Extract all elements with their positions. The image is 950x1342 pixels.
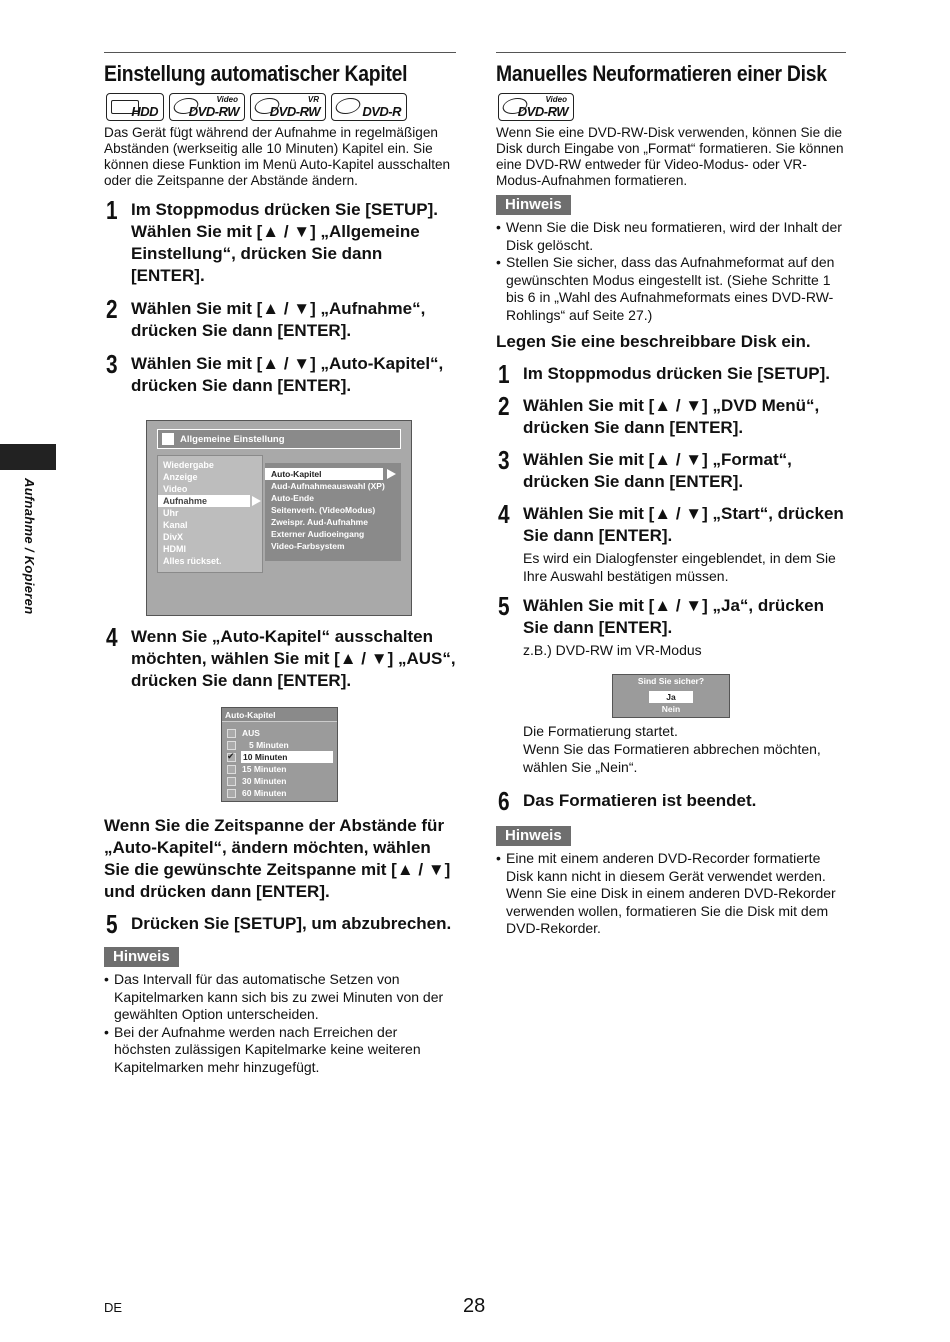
menu-title-bar: Allgemeine Einstellung [157, 429, 401, 449]
right-notes-list-2 [496, 850, 846, 938]
page-number: 28 [463, 1295, 486, 1317]
insert-disc-instruction: Legen Sie eine beschreibbare Disk ein. [496, 331, 811, 351]
left-column-bottom [104, 815, 456, 1077]
format-start-text: Die Formatierung startet. [523, 723, 678, 739]
menu-item[interactable]: Anzeige [163, 472, 198, 482]
left-step-3: 3 Wählen Sie mit [▲ / ▼] „Auto-Kapitel“, drücken Sie dann [ENTER]. [106, 349, 444, 395]
right-section-title: Manuelles Neuformatieren einer Disk [496, 61, 827, 86]
menu-item-selected[interactable]: Aufnahme [158, 495, 250, 507]
submenu-item[interactable]: Auto-Ende [271, 493, 314, 503]
left-hinweis-label: Hinweis [104, 947, 179, 967]
menu-item[interactable]: Video [163, 484, 188, 494]
left-title-rule [104, 52, 456, 53]
auto-chapter-option[interactable]: 60 Minuten [222, 787, 337, 799]
right-column [496, 52, 846, 659]
right-intro: Wenn Sie eine DVD-RW-Disk verwenden, können Sie die Disk durch Eingabe von „Format“ formatieren. Sie können eine DVD-RW entweder für Video-Modus- oder VR-Modus-Aufnahmen formatieren. [496, 125, 844, 188]
hdd-badge-icon: HDD [106, 93, 164, 121]
submenu-item[interactable]: Seitenverh. (VideoModus) [271, 505, 376, 515]
confirm-dialog-title: Sind Sie sicher? [637, 676, 705, 686]
menu-item[interactable]: Wiedergabe [163, 460, 214, 470]
submenu-item[interactable]: Aud-Aufnahmeauswahl (XP) [271, 481, 385, 491]
auto-chapter-menu-screenshot [221, 707, 338, 802]
interval-instructions: Wenn Sie die Zeitspanne der Abstände für „Auto-Kapitel“, ändern möchten, wählen Sie die gewünschte Zeitspanne mit [▲ / ▼] und drücken dann [ENTER]. [104, 816, 451, 901]
disc-type-badges [106, 93, 456, 121]
submenu-item[interactable]: Externer Audioeingang [271, 529, 365, 539]
submenu-item[interactable]: Zweispr. Aud-Aufnahme [271, 517, 368, 527]
left-column-lower [104, 622, 456, 692]
checkbox-icon [227, 741, 236, 750]
right-step-1: 1 Im Stoppmodus drücken Sie [SETUP]. [498, 358, 830, 389]
auto-chapter-option[interactable]: 30 Minuten [222, 775, 337, 787]
menu-category-list [157, 455, 263, 573]
menu-item[interactable]: Alles rückset. [163, 556, 222, 566]
section-tab-marker [0, 444, 56, 470]
right-step-2: 2 Wählen Sie mit [▲ / ▼] „DVD Menü“, drücken Sie dann [ENTER]. [498, 390, 820, 437]
settings-icon [162, 433, 174, 445]
menu-item[interactable]: Kanal [163, 520, 188, 530]
checked-checkbox-icon [227, 753, 236, 762]
submenu-item-selected[interactable]: Auto-Kapitel [265, 468, 383, 480]
confirm-yes-option[interactable]: Ja [649, 691, 693, 703]
right-hinweis-label-1: Hinweis [496, 195, 571, 215]
menu-item[interactable]: DivX [163, 532, 184, 542]
left-column [104, 52, 456, 397]
left-step-2: 2 Wählen Sie mit [▲ / ▼] „Aufnahme“, drücken Sie dann [ENTER]. [106, 294, 426, 340]
auto-chapter-title: Auto-Kapitel [222, 708, 337, 722]
right-step-4: 4 Wählen Sie mit [▲ / ▼] „Start“, drücken Sie dann [ENTER]. Es wird ein Dialogfenster eingeblendet, in dem Sie Ihre Auswahl bestätigen müssen. [498, 498, 844, 584]
checkbox-icon [227, 765, 236, 774]
right-disc-badges [498, 93, 846, 121]
dvd-rw-vr-badge-icon: VR DVD-RW [250, 93, 326, 121]
note-item: • Wenn Sie die Disk neu formatieren, wird der Inhalt der Disk gelöscht. [496, 219, 846, 254]
left-step-5: 5 Drücken Sie [SETUP], um abzubrechen. [106, 909, 452, 939]
dvd-rw-video-badge-icon: Video DVD-RW [169, 93, 245, 121]
footer-language: DE [104, 1300, 123, 1315]
menu-submenu-list [265, 463, 401, 561]
right-title-rule [496, 52, 846, 53]
dvd-r-badge-icon: DVD-R [331, 93, 407, 121]
right-step-5: 5 Wählen Sie mit [▲ / ▼] „Ja“, drücken Sie dann [ENTER]. z.B.) DVD-RW im VR-Modus [498, 590, 824, 658]
menu-item[interactable]: HDMI [163, 544, 186, 554]
checkbox-icon [227, 777, 236, 786]
note-item: • Das Intervall für das automatische Setzen von Kapitelmarken kann sich bis zu zwei Minuten von der gewählten Option unterscheiden. [104, 971, 456, 1024]
format-cancel-text: Wenn Sie das Formatieren abbrechen möchten, wählen Sie „Nein“. [523, 741, 821, 775]
general-settings-menu-screenshot [146, 420, 412, 616]
section-side-label: Aufnahme / Kopieren [22, 478, 37, 615]
right-hinweis-label-2: Hinweis [496, 826, 571, 846]
right-notes-list-1 [496, 219, 846, 325]
confirm-no-option[interactable]: Nein [661, 704, 681, 714]
auto-chapter-options [222, 727, 337, 799]
checkbox-icon [227, 729, 236, 738]
right-step-6: 6 Das Formatieren ist beendet. [498, 786, 757, 816]
note-item: • Eine mit einem anderen DVD-Recorder formatierte Disk kann nicht in diesem Gerät verwendet werden. Wenn Sie eine Disk in einem anderen DVD-Rekorder verwenden wollen, formatieren Sie die Disk mit dem DVD-Rekorder. [496, 850, 846, 938]
right-step-3: 3 Wählen Sie mit [▲ / ▼] „Format“, drücken Sie dann [ENTER]. [498, 444, 792, 491]
left-step-4: 4 Wenn Sie „Auto-Kapitel“ ausschalten möchten, wählen Sie mit [▲ / ▼] „AUS“, drücken Sie dann [ENTER]. [106, 622, 456, 690]
auto-chapter-option-selected[interactable]: ✔ 10 Minuten [222, 751, 337, 763]
auto-chapter-option[interactable]: 5 Minuten [222, 739, 337, 751]
submenu-item[interactable]: Video-Farbsystem [271, 541, 345, 551]
auto-chapter-option[interactable]: AUS [222, 727, 337, 739]
checkbox-icon [227, 789, 236, 798]
note-item: • Stellen Sie sicher, dass das Aufnahmeformat auf den gewünschten Modus eingestellt ist. (Siehe Schritte 1 bis 6 in „Wahl des Aufnahmeformats eines DVD-RW-Rohlings“ auf Seite 27.) [496, 254, 846, 324]
left-notes-list [104, 971, 456, 1077]
left-section-title: Einstellung automatischer Kapitel [104, 61, 408, 86]
left-intro: Das Gerät fügt während der Aufnahme in regelmäßigen Abständen (werkseitig alle 10 Minuten) Kapitel ein. Sie können diese Funktion im Menü Auto-Kapitel ausschalten oder die Zeitspanne der Abstände ändern. [104, 125, 451, 188]
auto-chapter-option[interactable]: 15 Minuten [222, 763, 337, 775]
note-item: • Bei der Aufnahme werden nach Erreichen der höchsten zulässigen Kapitelmarke keine weiteren Kapitelmarken mehr hinzugefügt. [104, 1024, 456, 1077]
dvd-rw-video-badge-icon: Video DVD-RW [498, 93, 574, 121]
confirm-dialog-screenshot [612, 674, 730, 718]
menu-item[interactable]: Uhr [163, 508, 179, 518]
left-step-1: 1 Im Stoppmodus drücken Sie [SETUP]. Wählen Sie mit [▲ / ▼] „Allgemeine Einstellung“, drücken Sie dann [ENTER]. [106, 195, 438, 285]
right-column-lower [496, 722, 846, 938]
